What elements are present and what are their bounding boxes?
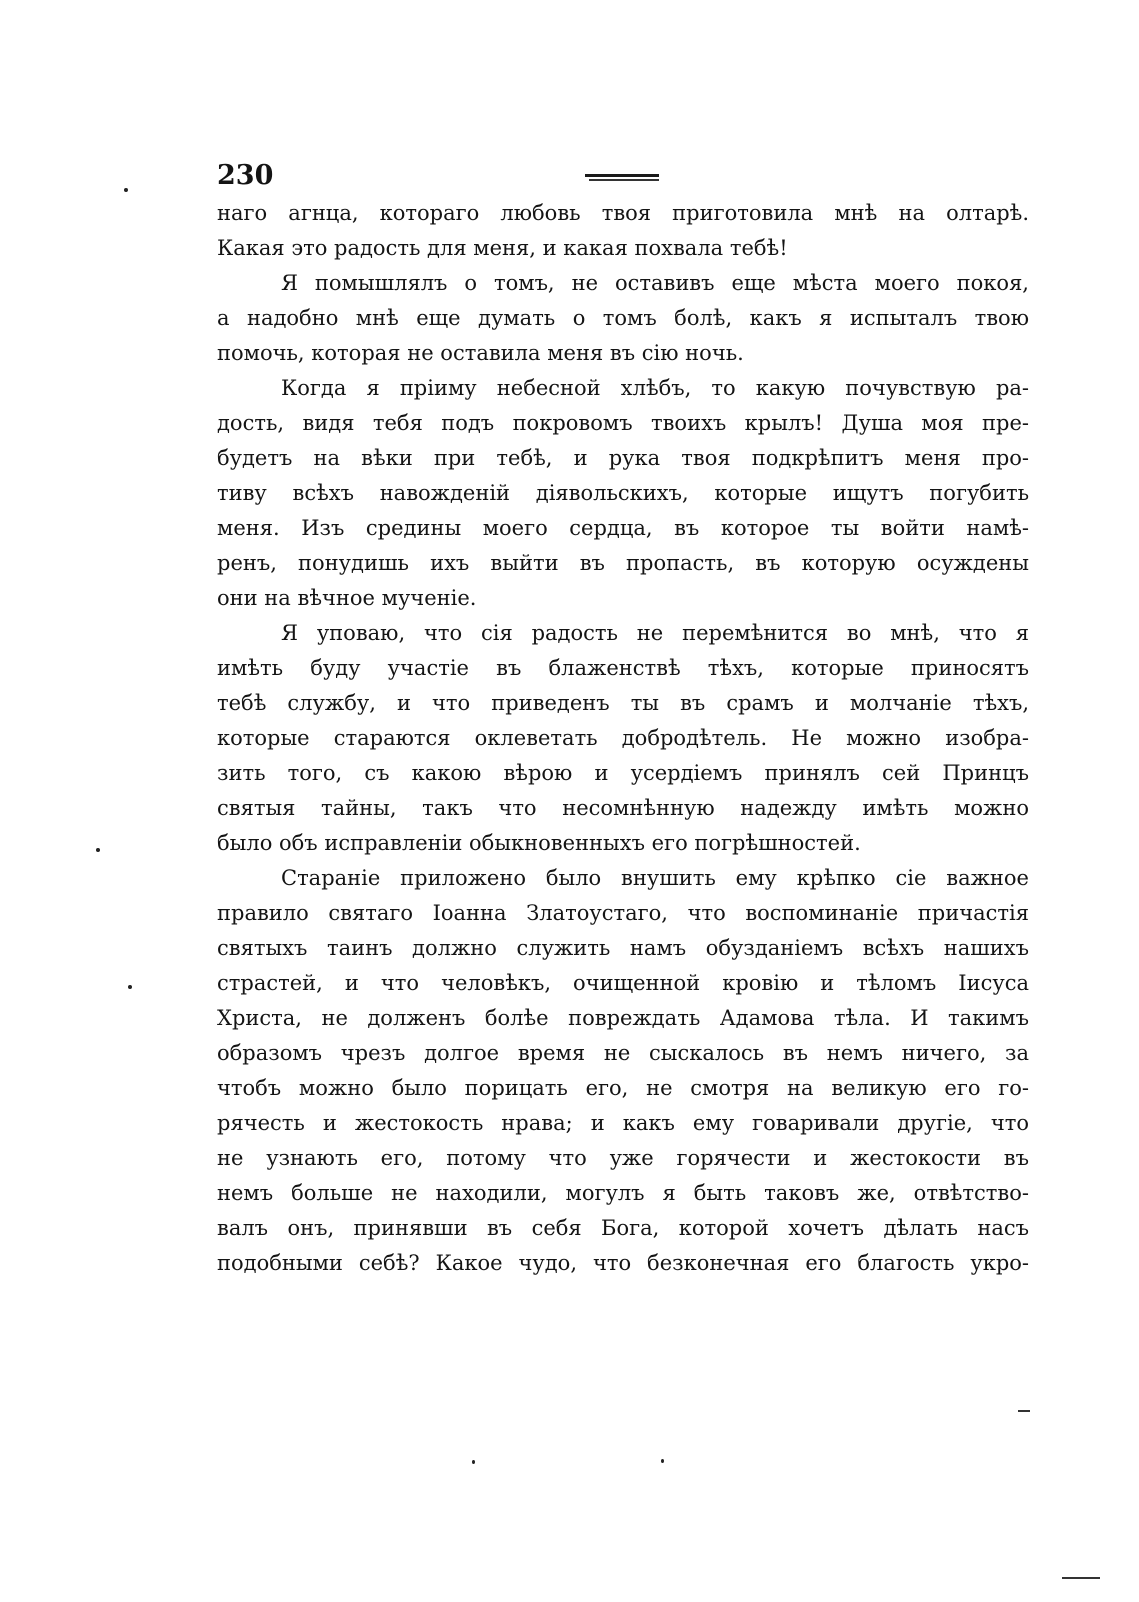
text-line: Какая это радость для меня, и какая похвала тебѣ!: [217, 236, 788, 260]
text-line: рячесть и жестокость нрава; и какъ ему говаривали другіе, что: [217, 1111, 1029, 1135]
text-line: не узнають его, потому что уже горячести и жестокости въ: [217, 1146, 1029, 1170]
text-line: зить того, съ какою вѣрою и усердіемъ принялъ сей Принцъ: [217, 761, 1029, 785]
scan-speck: [472, 1460, 475, 1464]
text-line: Когда я пріиму небесной хлѣбъ, то какую почувствую ра-: [281, 376, 1029, 400]
scan-dash: [1018, 1410, 1030, 1412]
text-line: наго агнца, котораго любовь твоя приготовила мнѣ на олтарѣ.: [217, 201, 1029, 225]
text-line: они на вѣчное мученіе.: [217, 586, 477, 610]
text-line: святыя тайны, такъ что несомнѣнную надежду имѣть можно: [217, 796, 1029, 820]
text-line: святыхъ таинъ должно служить намъ обузданіемъ всѣхъ нашихъ: [217, 936, 1029, 960]
scan-speck: [661, 1459, 664, 1463]
text-line: помочь, которая не оставила меня въ сію ночь.: [217, 341, 744, 365]
text-line: образомъ чрезъ долгое время не сыскалось въ немъ ничего, за: [217, 1041, 1029, 1065]
scan-dash: [1062, 1577, 1100, 1579]
scan-speck: [128, 985, 132, 989]
header-ornament-rule: [583, 172, 663, 184]
text-line: будетъ на вѣки при тебѣ, и рука твоя подкрѣпитъ меня про-: [217, 446, 1029, 470]
body-text: [217, 196, 1029, 1281]
text-line: чтобъ можно было порицать его, не смотря на великую его го-: [217, 1076, 1029, 1100]
text-line: Стараніе приложено было внушить ему крѣпко сіе важное: [281, 866, 1029, 890]
text-line: тиву всѣхъ навожденій діявольскихъ, которые ищутъ погубить: [217, 481, 1029, 505]
text-line: было объ исправленіи обыкновенныхъ его погрѣшностей.: [217, 831, 861, 855]
text-line: страстей, и что человѣкъ, очищенной кровію и тѣломъ Іисуса: [217, 971, 1029, 995]
text-line: подобными себѣ? Какое чудо, что безконечная его благость укро-: [217, 1251, 1029, 1275]
text-line: которые стараются оклеветать добродѣтель. Не можно изобра-: [217, 726, 1029, 750]
text-line: а надобно мнѣ еще думать о томъ болѣ, какъ я испыталъ твою: [217, 306, 1029, 330]
page-number: 230: [217, 160, 274, 191]
text-line: валъ онъ, принявши въ себя Бога, которой хочетъ дѣлать насъ: [217, 1216, 1029, 1240]
text-line: имѣть буду участіе въ блаженствѣ тѣхъ, которые приносятъ: [217, 656, 1029, 680]
text-line: Я уповаю, что сія радость не перемѣнится во мнѣ, что я: [281, 621, 1029, 645]
text-line: дость, видя тебя подъ покровомъ твоихъ крылъ! Душа моя пре-: [217, 411, 1029, 435]
text-line: немъ больше не находили, могулъ я быть таковъ же, отвѣтство-: [217, 1181, 1029, 1205]
text-line: правило святаго Іоанна Златоустаго, что воспоминаніе причастія: [217, 901, 1029, 925]
text-line: тебѣ службу, и что приведенъ ты въ срамъ и молчаніе тѣхъ,: [217, 691, 1029, 715]
text-line: меня. Изъ средины моего сердца, въ которое ты войти намѣ-: [217, 516, 1029, 540]
text-line: Христа, не долженъ болѣе повреждать Адамова тѣла. И такимъ: [217, 1006, 1029, 1030]
text-line: Я помышлялъ о томъ, не оставивъ еще мѣста моего покоя,: [281, 271, 1029, 295]
scan-speck: [124, 188, 128, 192]
text-line: ренъ, понудишь ихъ выйти въ пропасть, въ которую осуждены: [217, 551, 1029, 575]
scan-speck: [96, 848, 100, 852]
